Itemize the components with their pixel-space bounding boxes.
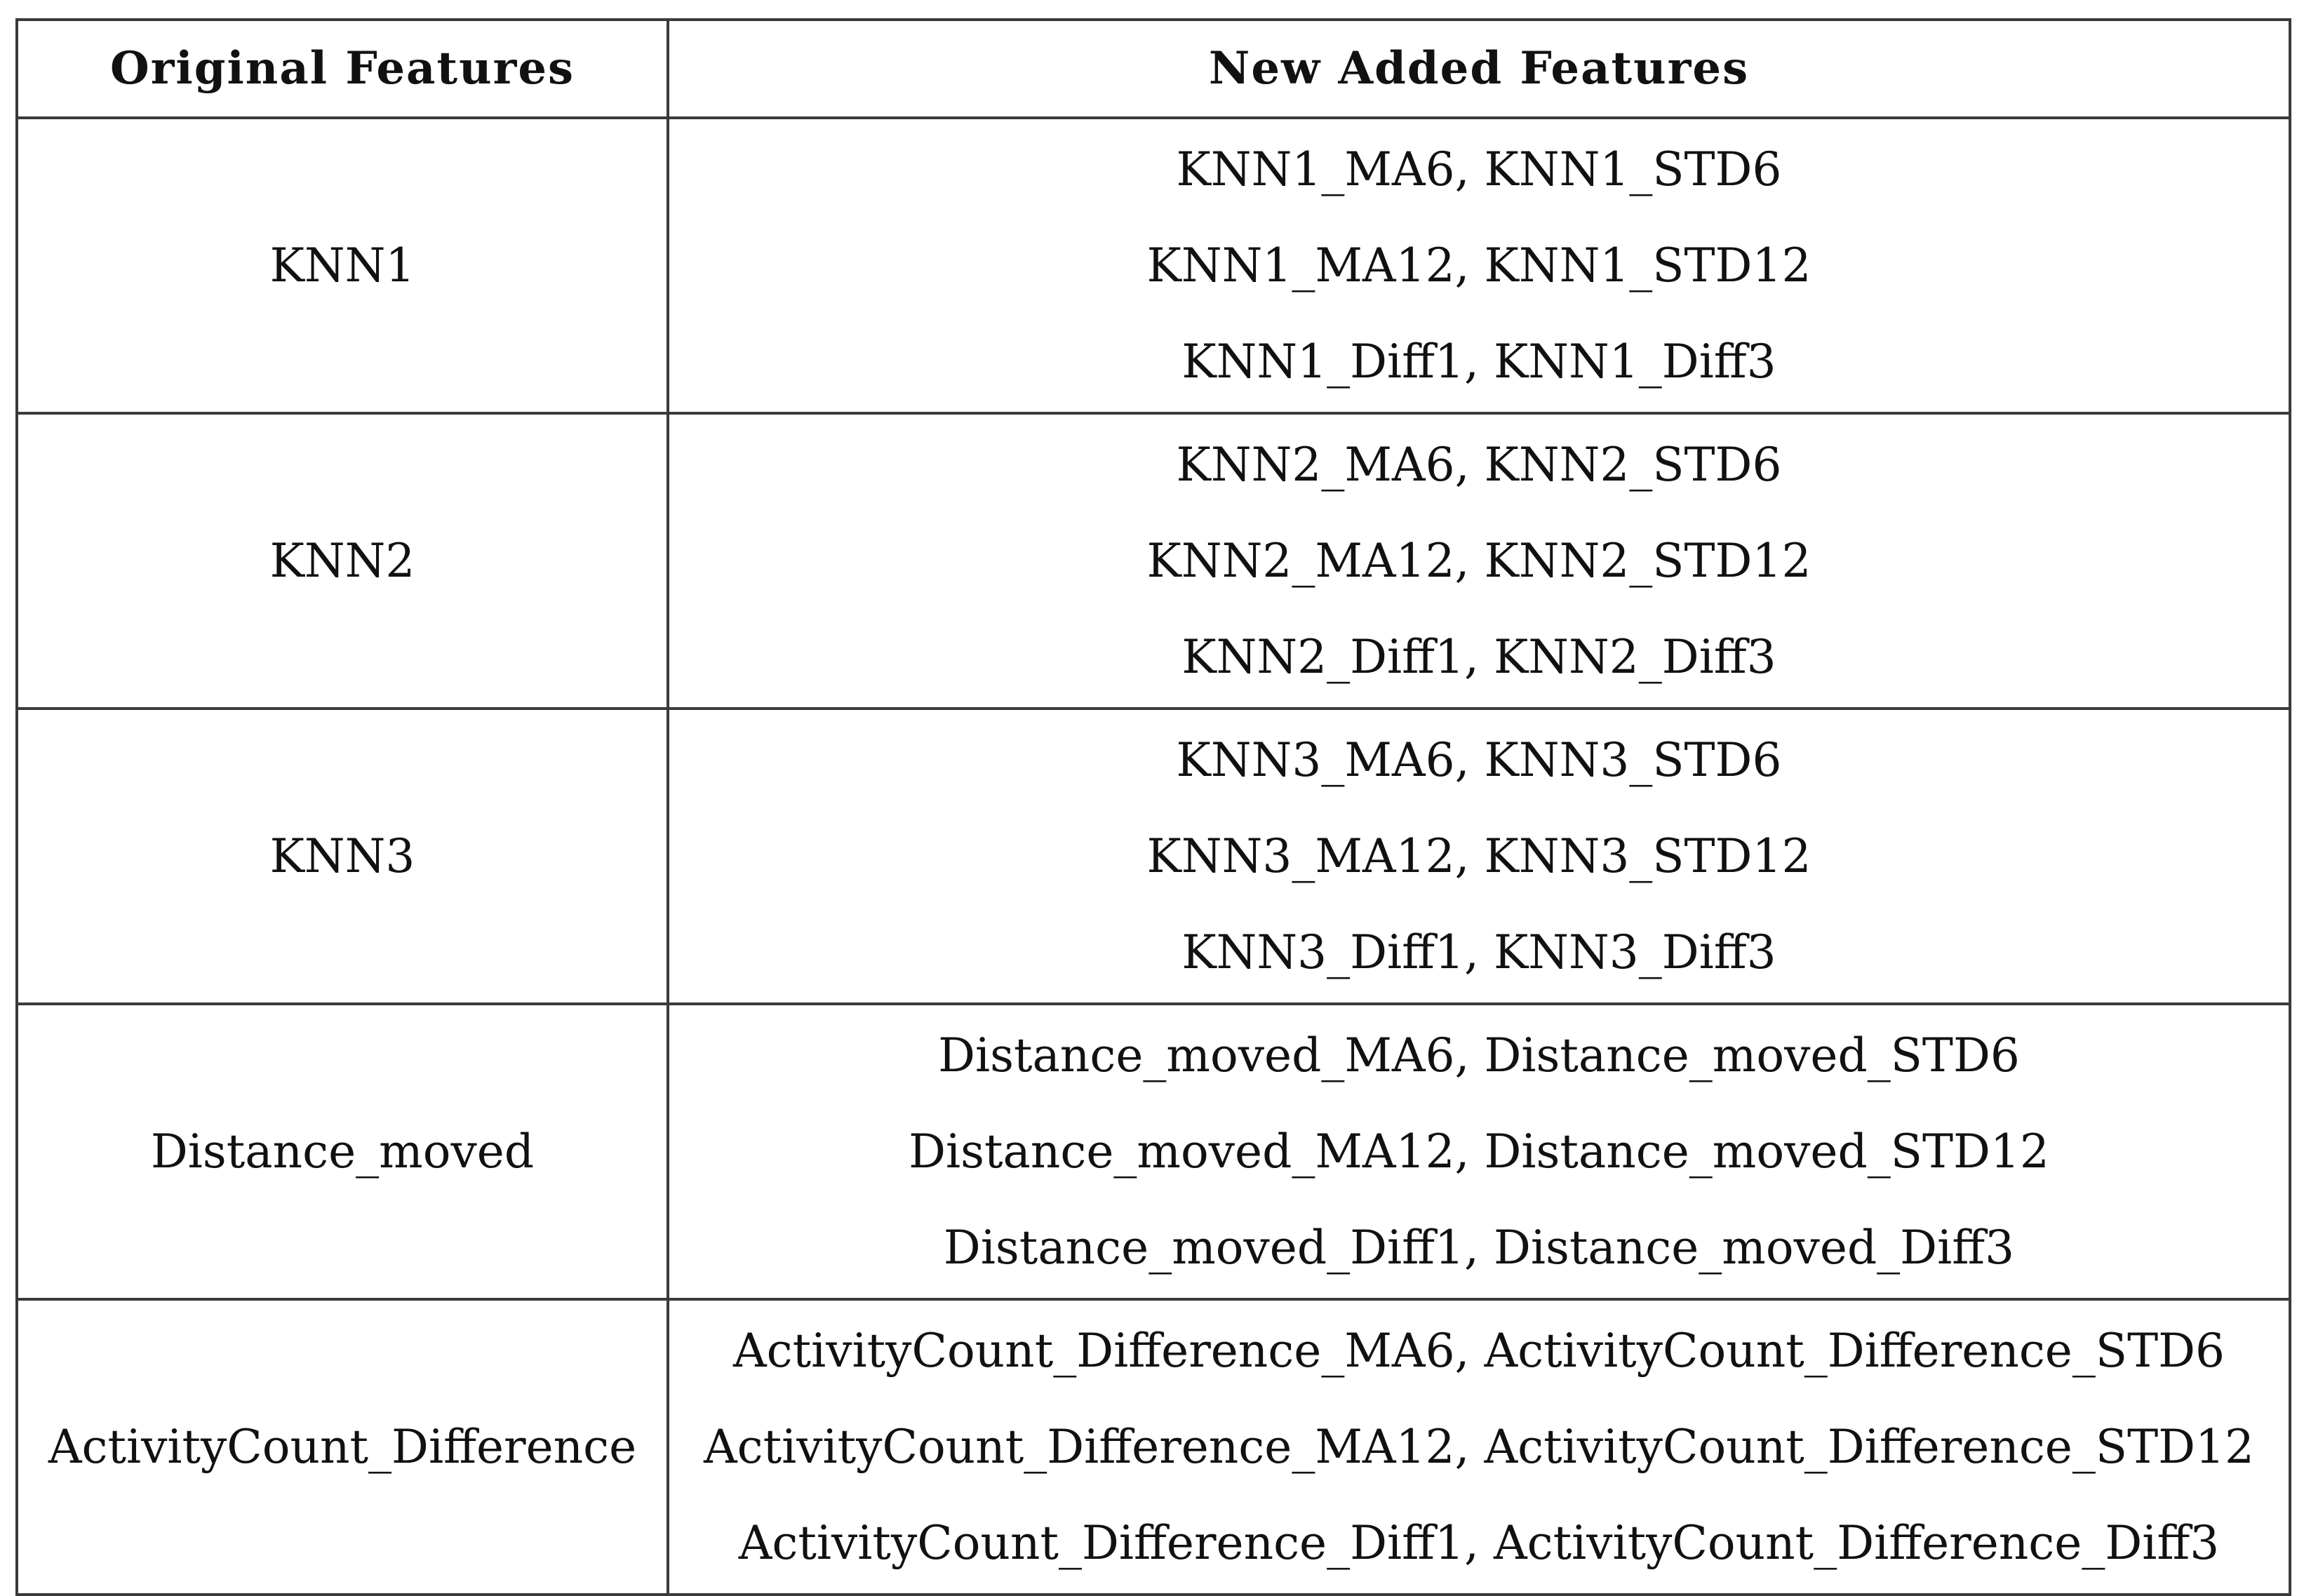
original-feature-cell: ActivityCount_Difference xyxy=(17,1299,668,1595)
table-row xyxy=(17,118,2290,413)
added-feature-line: ActivityCount_Difference_Diff1, ActivityCount_Difference_Diff3 xyxy=(738,1516,2220,1570)
added-features-cell xyxy=(668,709,2290,1004)
added-feature-line: KNN3_MA12, KNN3_STD12 xyxy=(1146,829,1811,883)
added-features-cell xyxy=(668,413,2290,709)
original-feature-cell: KNN2 xyxy=(17,413,668,709)
header-new-added-features: New Added Features xyxy=(668,20,2290,118)
added-feature-line: KNN1_Diff1, KNN1_Diff3 xyxy=(1181,335,1776,389)
added-features-cell xyxy=(668,1004,2290,1299)
added-feature-line: KNN3_MA6, KNN3_STD6 xyxy=(1176,733,1782,787)
added-features-cell xyxy=(668,1299,2290,1595)
added-feature-line: KNN2_Diff1, KNN2_Diff3 xyxy=(1181,630,1776,684)
added-feature-line: Distance_moved_MA6, Distance_moved_STD6 xyxy=(938,1028,2020,1082)
added-feature-line: Distance_moved_Diff1, Distance_moved_Diff3 xyxy=(943,1221,2015,1275)
table-row xyxy=(17,413,2290,709)
table-row xyxy=(17,1004,2290,1299)
table-row xyxy=(17,1299,2290,1595)
feature-table-container xyxy=(15,18,2289,1573)
added-feature-line: Distance_moved_MA12, Distance_moved_STD12 xyxy=(909,1125,2049,1179)
header-original-features: Original Features xyxy=(17,20,668,118)
added-feature-line: KNN1_MA12, KNN1_STD12 xyxy=(1146,239,1811,293)
original-feature-cell: Distance_moved xyxy=(17,1004,668,1299)
added-feature-line: KNN2_MA12, KNN2_STD12 xyxy=(1146,534,1811,588)
original-feature-cell: KNN3 xyxy=(17,709,668,1004)
added-feature-line: ActivityCount_Difference_MA6, ActivityCount_Difference_STD6 xyxy=(732,1324,2225,1378)
added-feature-line: ActivityCount_Difference_MA12, ActivityCount_Difference_STD12 xyxy=(703,1420,2254,1474)
header-row xyxy=(17,20,2290,118)
table-row xyxy=(17,709,2290,1004)
original-feature-cell: KNN1 xyxy=(17,118,668,413)
added-features-cell xyxy=(668,118,2290,413)
added-feature-line: KNN3_Diff1, KNN3_Diff3 xyxy=(1181,925,1776,979)
added-feature-line: KNN1_MA6, KNN1_STD6 xyxy=(1176,142,1782,196)
added-feature-line: KNN2_MA6, KNN2_STD6 xyxy=(1176,438,1782,492)
feature-table xyxy=(15,18,2291,1596)
